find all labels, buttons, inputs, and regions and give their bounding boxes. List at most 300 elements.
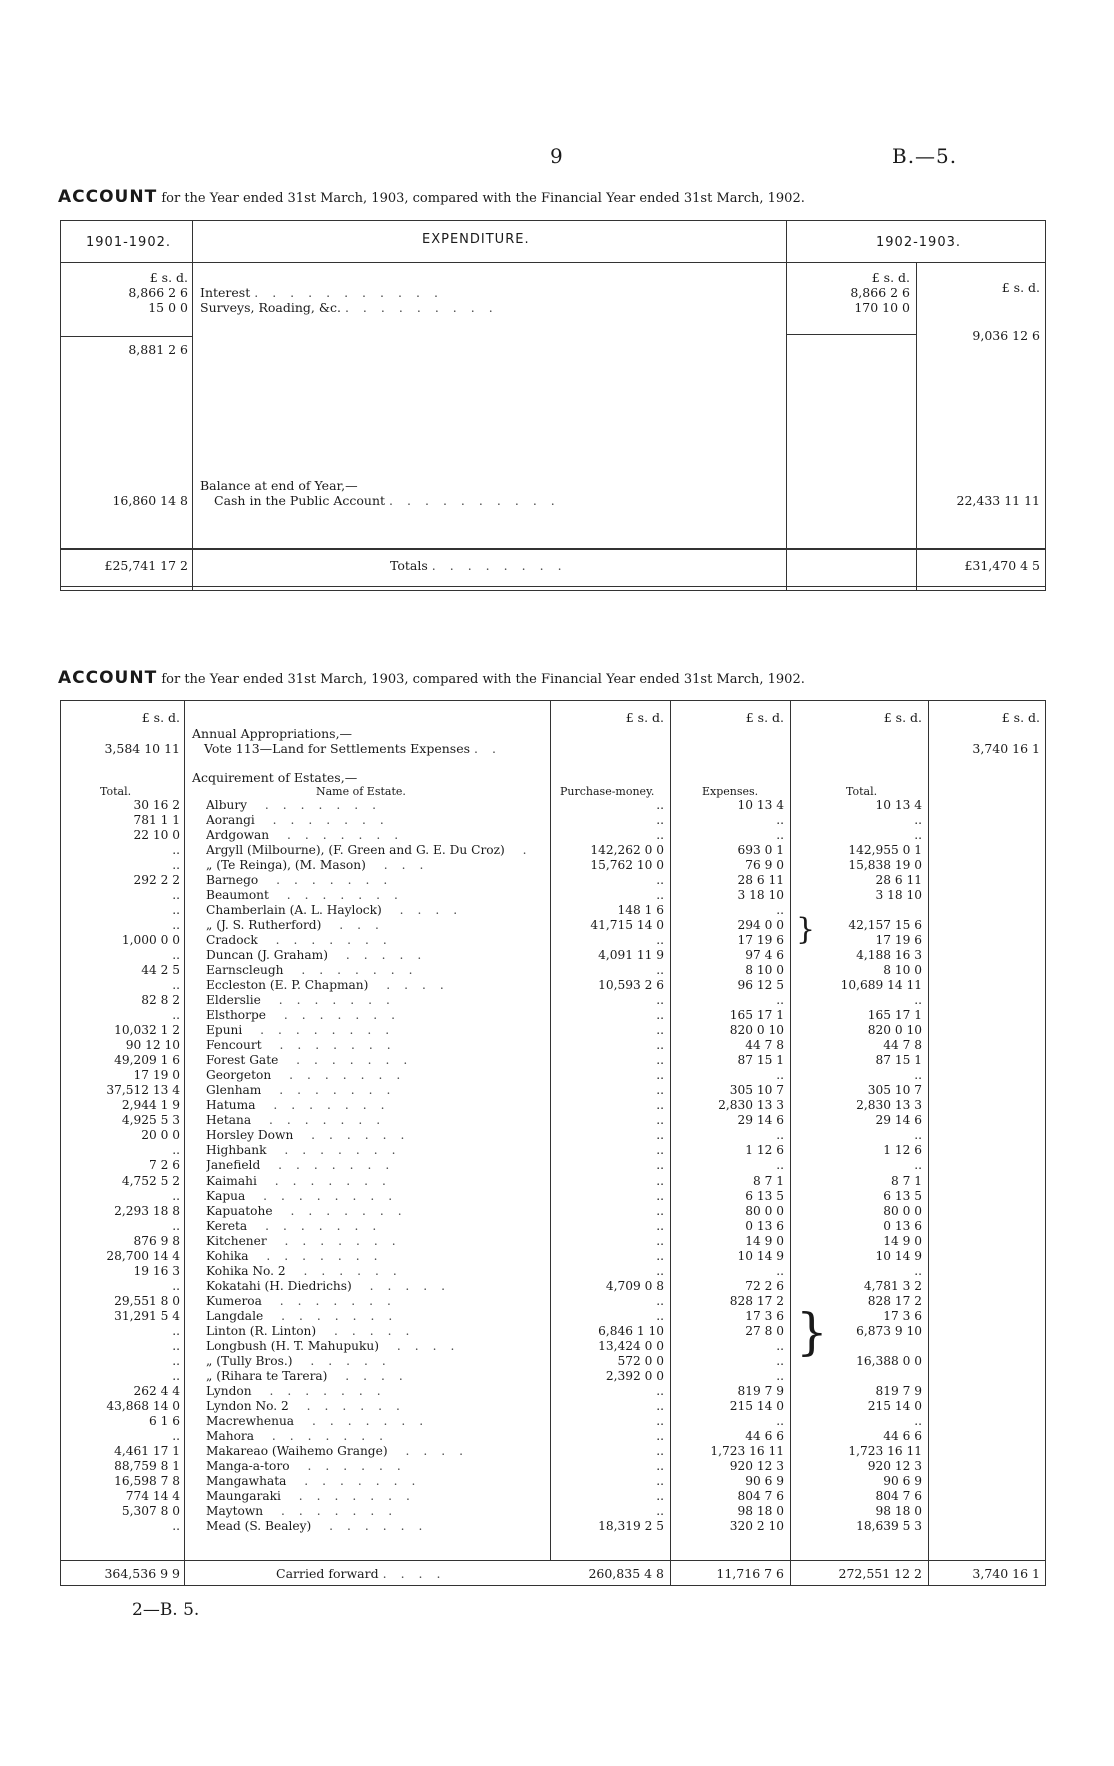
estate-expenses: 80 0 0 [745, 1203, 784, 1218]
estate-name [206, 1038, 546, 1053]
estate-name-text: Manga-a-toro [206, 1458, 290, 1473]
estate-name [206, 918, 546, 933]
estate-name-text: Forest Gate [206, 1053, 279, 1068]
estate-name [206, 1189, 546, 1204]
estate-name [206, 1309, 546, 1324]
carried-pm: 260,835 4 8 [588, 1566, 664, 1581]
estate-purchase-money: .. [656, 993, 664, 1008]
estate-name-text: Kokatahi (H. Diedrichs) [206, 1278, 352, 1293]
estate-prev-total: 876 9 8 [133, 1233, 180, 1248]
estate-name [206, 1444, 546, 1459]
estate-name-text: Hatuma [206, 1098, 256, 1113]
leader-dots: ....... [261, 1038, 405, 1053]
acquirement-label: Acquirement of Estates,— [192, 770, 358, 785]
estate-expenses: 0 13 6 [745, 1218, 784, 1233]
estate-expenses: 96 12 5 [737, 978, 784, 993]
estate-expenses: 693 0 1 [737, 843, 784, 858]
carried-prev: 364,536 9 9 [104, 1566, 180, 1581]
estate-expenses: 27 8 0 [745, 1323, 784, 1338]
estate-prev-total: 4,752 5 2 [121, 1173, 180, 1188]
estate-total: .. [914, 1263, 922, 1278]
estate-prev-total: 292 2 2 [133, 873, 180, 888]
estate-purchase-money: .. [656, 933, 664, 948]
estate-total: 820 0 10 [867, 1023, 922, 1038]
estate-expenses: 90 6 9 [745, 1473, 784, 1488]
leader-dots: ....... [261, 1083, 405, 1098]
estate-total: 8 10 0 [883, 963, 922, 978]
estate-name-text: Georgeton [206, 1068, 272, 1083]
estate-expenses: 828 17 2 [729, 1293, 784, 1308]
estate-name [206, 1083, 546, 1098]
estate-purchase-money: .. [656, 1308, 664, 1323]
estate-purchase-money: .. [656, 1158, 664, 1173]
estate-purchase-money: .. [656, 1098, 664, 1113]
estate-name-text: Kaimahi [206, 1173, 257, 1188]
interest-curr: 8,866 2 6 [850, 285, 910, 300]
leader-dots: ....... [254, 1428, 398, 1443]
page-number: 9 [550, 144, 563, 168]
estate-name [206, 1234, 546, 1249]
leader-dots: .... [368, 978, 458, 993]
interest-prev: 8,866 2 6 [128, 285, 188, 300]
estate-total: .. [914, 1128, 922, 1143]
estate-total: 4,188 16 3 [856, 948, 922, 963]
estate-prev-total: 29,551 8 0 [114, 1293, 180, 1308]
account1-title [58, 187, 805, 207]
estate-name [206, 1399, 546, 1414]
estate-prev-total: .. [172, 978, 180, 993]
estate-name-text: Linton (R. Linton) [206, 1323, 317, 1338]
leader-dots: .... [327, 1368, 417, 1383]
estate-purchase-money: .. [656, 1008, 664, 1023]
brace-chamberlain: } [796, 912, 816, 947]
balance-prev: 16,860 14 8 [112, 493, 188, 508]
estate-name [206, 813, 546, 828]
estate-prev-total: 22 10 0 [133, 828, 180, 843]
balance-sub: Cash in the Public Account .......... [214, 493, 569, 508]
leader-dots: ....... [280, 1488, 424, 1503]
estate-total: 1,723 16 11 [848, 1443, 922, 1458]
leader-dots: ....... [248, 1248, 392, 1263]
leader-dots: .... [387, 1443, 477, 1458]
estate-purchase-money: .. [656, 1203, 664, 1218]
estate-prev-total: .. [172, 1353, 180, 1368]
estate-name [206, 903, 546, 918]
estate-name-text: Maungaraki [206, 1488, 281, 1503]
estate-name [206, 1098, 546, 1113]
col-total-prev: Total. [100, 785, 132, 798]
estate-name-text: Kapuatohe [206, 1203, 273, 1218]
estate-total: 6,873 9 10 [856, 1323, 922, 1338]
estate-prev-total: 44 2 5 [141, 963, 180, 978]
estate-purchase-money: .. [656, 1263, 664, 1278]
lsd-exp: £ s. d. [745, 710, 784, 725]
estate-prev-total: 43,868 14 0 [106, 1398, 180, 1413]
estate-expenses: .. [776, 903, 784, 918]
estate-total: .. [914, 813, 922, 828]
estate-name-text: Mahora [206, 1428, 255, 1443]
estate-prev-total: .. [172, 1188, 180, 1203]
balance-curr: 22,433 11 11 [956, 493, 1040, 508]
leader-dots: ... [365, 858, 438, 873]
estate-total: 98 18 0 [875, 1503, 922, 1518]
estate-purchase-money: .. [656, 1503, 664, 1518]
estate-expenses: 29 14 6 [737, 1113, 784, 1128]
estate-purchase-money: 4,091 11 9 [598, 948, 664, 963]
leader-dots: ...... [293, 1128, 419, 1143]
estate-purchase-money: .. [656, 1398, 664, 1413]
surveys-curr: 170 10 0 [854, 300, 910, 315]
col-header-expenditure: EXPENDITURE. [422, 232, 530, 247]
estate-total: 305 10 7 [867, 1083, 922, 1098]
lsd-curr-2: £ s. d. [1001, 710, 1040, 725]
account1-table [60, 220, 1046, 590]
estate-total: 0 13 6 [883, 1218, 922, 1233]
estate-expenses: 819 7 9 [737, 1383, 784, 1398]
estate-name-text: Highbank [206, 1143, 267, 1158]
estate-total: 3 18 10 [875, 888, 922, 903]
estate-prev-total: 10,032 1 2 [114, 1023, 180, 1038]
leader-dots: ...... [311, 1518, 437, 1533]
carried-curr: 3,740 16 1 [972, 1566, 1040, 1581]
leader-dots: ....... [268, 888, 412, 903]
leader-dots: ....... [269, 828, 413, 843]
estate-name-text: Lyndon No. 2 [206, 1398, 289, 1413]
brace-longbush: } [796, 1303, 828, 1361]
estate-expenses: 44 7 8 [745, 1038, 784, 1053]
estate-expenses: 8 10 0 [745, 963, 784, 978]
estate-purchase-money: .. [656, 1113, 664, 1128]
estate-purchase-money: .. [656, 1233, 664, 1248]
estate-name-text: „ (Rihara te Tarera) [206, 1368, 328, 1383]
estate-purchase-money: .. [656, 1068, 664, 1083]
estate-expenses: 8 7 1 [752, 1173, 784, 1188]
estate-name-text: Albury [206, 798, 248, 812]
estate-name [206, 1204, 546, 1219]
carried-tot: 272,551 12 2 [838, 1566, 922, 1581]
estate-name [206, 1158, 546, 1173]
leader-dots: ...... [288, 1398, 414, 1413]
estate-name-text: Fencourt [206, 1038, 262, 1053]
estate-prev-total: 37,512 13 4 [106, 1083, 180, 1098]
estate-purchase-money: .. [656, 1473, 664, 1488]
leader-dots: ....... [266, 1233, 410, 1248]
col-header-1903: 1902-1903. [876, 235, 961, 250]
subtotal-prev: 8,881 2 6 [128, 342, 188, 357]
estate-name-text: Elderslie [206, 993, 261, 1008]
estate-name-text: Chamberlain (A. L. Haylock) [206, 903, 382, 918]
account2-table [60, 700, 1046, 1585]
estate-prev-total: 30 16 2 [133, 798, 180, 812]
estate-total: .. [914, 1068, 922, 1083]
estate-expenses: .. [776, 1353, 784, 1368]
estate-name-text: Horsley Down [206, 1128, 294, 1143]
estate-prev-total: .. [172, 1368, 180, 1383]
estate-purchase-money: .. [656, 873, 664, 888]
estate-name-text: Makareao (Waihemo Grange) [206, 1443, 388, 1458]
estate-prev-total: 17 19 0 [133, 1068, 180, 1083]
estate-total: 4,781 3 2 [863, 1278, 922, 1293]
estate-total: 42,157 15 6 [848, 918, 922, 933]
estate-prev-total: 774 14 4 [125, 1488, 180, 1503]
estate-prev-total: .. [172, 1143, 180, 1158]
estate-expenses: .. [776, 1128, 784, 1143]
estate-expenses: 804 7 6 [737, 1488, 784, 1503]
estate-name [206, 1264, 546, 1279]
estate-total: 15,838 19 0 [848, 858, 922, 873]
estate-expenses: 10 14 9 [737, 1248, 784, 1263]
estate-prev-total: .. [172, 858, 180, 873]
leader-dots: ..... [316, 1323, 424, 1338]
estate-purchase-money: .. [656, 1083, 664, 1098]
estate-name [206, 1504, 546, 1519]
estate-expenses: 76 9 0 [745, 858, 784, 873]
estate-purchase-money: 572 0 0 [617, 1353, 664, 1368]
estate-total [794, 1369, 922, 1384]
sheet-signature: 2—B. 5. [132, 1600, 200, 1620]
estate-name [206, 1219, 546, 1234]
estate-name-text: Kohika No. 2 [206, 1263, 286, 1278]
estate-name-text: Beaumont [206, 888, 269, 903]
estate-name [206, 858, 546, 873]
estate-purchase-money: .. [656, 1128, 664, 1143]
estate-total: 16,388 0 0 [856, 1353, 922, 1368]
estate-name-text: Kereta [206, 1218, 248, 1233]
estate-prev-total: 28,700 14 4 [106, 1248, 180, 1263]
estate-prev-total: 49,209 1 6 [114, 1053, 180, 1068]
leader-dots: ....... [257, 933, 401, 948]
estate-name-text: „ (J. S. Rutherford) [206, 918, 322, 933]
estate-expenses: 98 18 0 [737, 1503, 784, 1518]
estate-purchase-money: 41,715 14 0 [590, 918, 664, 933]
totals-curr: £31,470 4 5 [964, 558, 1040, 573]
estate-name-text: Mead (S. Bealey) [206, 1518, 312, 1533]
estate-expenses: .. [776, 828, 784, 843]
estate-total: 44 7 8 [883, 1038, 922, 1053]
estate-prev-total: .. [172, 1428, 180, 1443]
estate-prev-total: 16,598 7 8 [114, 1473, 180, 1488]
estate-prev-total: 5,307 8 0 [121, 1503, 180, 1518]
estate-name [206, 1249, 546, 1264]
estate-name [206, 1459, 546, 1474]
lsd-curr: £ s. d. [1001, 280, 1040, 295]
estate-total: 18,639 5 3 [856, 1518, 922, 1533]
estate-total: 142,955 0 1 [848, 843, 922, 858]
account1-title-rest: for the Year ended 31st March, 1903, compared with the Financial Year ended 31st March, 1902. [161, 191, 805, 206]
carried-exp: 11,716 7 6 [716, 1566, 784, 1581]
estate-purchase-money: 148 1 6 [617, 903, 664, 918]
col-name-estate: Name of Estate. [316, 785, 406, 798]
estate-expenses: 14 9 0 [745, 1233, 784, 1248]
lsd-mid: £ s. d. [871, 270, 910, 285]
estate-prev-total: .. [172, 918, 180, 933]
leader-dots: ....... [255, 1098, 399, 1113]
lsd-prev: £ s. d. [149, 270, 188, 285]
estate-expenses: 165 17 1 [729, 1008, 784, 1023]
estate-name [206, 948, 546, 963]
estate-name [206, 828, 546, 843]
leader-dots: ..... [327, 948, 436, 963]
leader-dots: ....... [251, 1383, 395, 1398]
estate-purchase-money: .. [656, 813, 664, 828]
estate-total: 920 12 3 [867, 1458, 922, 1473]
estate-total: 10 14 9 [875, 1248, 922, 1263]
estate-prev-total: 2,293 18 8 [114, 1203, 180, 1218]
estate-name [206, 1474, 546, 1489]
surveys-prev: 15 0 0 [148, 300, 188, 315]
col-expenses: Expenses. [702, 785, 759, 798]
account2-title [58, 668, 805, 688]
estate-prev-total: 2,944 1 9 [121, 1098, 180, 1113]
estate-prev-total: 31,291 5 4 [114, 1308, 180, 1323]
document-reference: B.—5. [892, 144, 958, 168]
estate-name [206, 1414, 546, 1429]
estate-purchase-money: .. [656, 1218, 664, 1233]
estate-name-text: Kohika [206, 1248, 249, 1263]
estate-name-text: Barnego [206, 873, 259, 888]
estate-purchase-money: 6,846 1 10 [598, 1323, 664, 1338]
leader-dots: ....... [278, 1053, 422, 1068]
estate-prev-total: 20 0 0 [141, 1128, 180, 1143]
estate-total: 10,689 14 11 [840, 978, 922, 993]
estate-name [206, 843, 546, 858]
estate-name-text: Ardgowan [206, 828, 270, 843]
estate-name-text: Eccleston (E. P. Chapman) [206, 978, 369, 993]
estate-prev-total: .. [172, 948, 180, 963]
estate-name [206, 1384, 546, 1399]
leader-dots: ....... [260, 993, 404, 1008]
estate-purchase-money: .. [656, 1038, 664, 1053]
lsd-pm: £ s. d. [625, 710, 664, 725]
estate-expenses: 2,830 13 3 [718, 1098, 784, 1113]
estate-purchase-money: .. [656, 1413, 664, 1428]
leader-dots: ........ [242, 1023, 404, 1038]
estate-name-text: Kumeroa [206, 1293, 262, 1308]
leader-dots: ....... [247, 798, 391, 812]
leader-dots: ....... [283, 963, 427, 978]
estate-name-text: Longbush (H. T. Mahupuku) [206, 1338, 380, 1353]
estate-expenses: 17 19 6 [737, 933, 784, 948]
estate-expenses: 6 13 5 [745, 1188, 784, 1203]
estate-purchase-money: 15,762 10 0 [590, 858, 664, 873]
estate-total: 828 17 2 [867, 1293, 922, 1308]
estate-total: 2,830 13 3 [856, 1098, 922, 1113]
estate-expenses: 920 12 3 [729, 1458, 784, 1473]
estate-prev-total: 781 1 1 [133, 813, 180, 828]
leader-dots: ...... [285, 1263, 411, 1278]
subtotal-curr: 9,036 12 6 [972, 328, 1040, 343]
estate-prev-total: 4,461 17 1 [114, 1443, 180, 1458]
estate-prev-total: .. [172, 888, 180, 903]
estate-prev-total: 262 4 4 [133, 1383, 180, 1398]
estate-name [206, 798, 546, 813]
estate-name [206, 933, 546, 948]
estate-name-text: Elsthorpe [206, 1008, 266, 1023]
estate-name [206, 1339, 546, 1354]
leader-dots: ........ [245, 1188, 407, 1203]
estate-total: 165 17 1 [867, 1008, 922, 1023]
estate-expenses: .. [776, 1263, 784, 1278]
estate-name [206, 1294, 546, 1309]
estate-prev-total: .. [172, 843, 180, 858]
leader-dots: .... [379, 1338, 469, 1353]
estate-name [206, 1128, 546, 1143]
estate-prev-total: .. [172, 1323, 180, 1338]
estate-name [206, 993, 546, 1008]
estate-total: 1 12 6 [883, 1143, 922, 1158]
leader-dots: ....... [286, 1473, 430, 1488]
estate-name [206, 1489, 546, 1504]
estate-purchase-money: 2,392 0 0 [605, 1368, 664, 1383]
estate-total: 6 13 5 [883, 1188, 922, 1203]
estate-total: 44 6 6 [883, 1428, 922, 1443]
estate-prev-total: .. [172, 1518, 180, 1533]
estate-purchase-money: .. [656, 1188, 664, 1203]
estate-total: 8 7 1 [890, 1173, 922, 1188]
estate-expenses: 44 6 6 [745, 1428, 784, 1443]
account2-title-bold: ACCOUNT [58, 668, 158, 688]
estate-prev-total: 1,000 0 0 [121, 933, 180, 948]
estate-name [206, 1068, 546, 1083]
estate-name [206, 978, 546, 993]
estate-total: 215 14 0 [867, 1398, 922, 1413]
estate-expenses: .. [776, 1068, 784, 1083]
estate-name-text: Kitchener [206, 1233, 267, 1248]
estate-total: .. [914, 1158, 922, 1173]
estate-expenses: .. [776, 1158, 784, 1173]
estate-name-text: Cradock [206, 933, 258, 948]
estate-purchase-money: .. [656, 1488, 664, 1503]
estate-purchase-money: .. [656, 1053, 664, 1068]
totals-prev: £25,741 17 2 [104, 558, 188, 573]
estate-expenses: .. [776, 1413, 784, 1428]
estate-purchase-money: .. [656, 1173, 664, 1188]
estate-expenses: 320 2 10 [729, 1518, 784, 1533]
leader-dots: ....... [260, 1158, 404, 1173]
estate-purchase-money: 13,424 0 0 [598, 1338, 664, 1353]
estate-total: 29 14 6 [875, 1113, 922, 1128]
estate-purchase-money: 4,709 0 8 [605, 1278, 664, 1293]
estate-purchase-money: .. [656, 963, 664, 978]
estate-total: 28 6 11 [875, 873, 922, 888]
estate-prev-total: .. [172, 1218, 180, 1233]
estate-total: .. [914, 993, 922, 1008]
estate-total: .. [914, 1413, 922, 1428]
leader-dots: ..... [351, 1278, 460, 1293]
leader-dots: ....... [261, 1293, 405, 1308]
estate-name [206, 1113, 546, 1128]
estate-total: 14 9 0 [883, 1233, 922, 1248]
estate-purchase-money: .. [656, 798, 664, 812]
estate-expenses: 97 4 6 [745, 948, 784, 963]
estate-prev-total: 88,759 8 1 [114, 1458, 180, 1473]
leader-dots: ....... [294, 1413, 438, 1428]
estate-name-text: Mangawhata [206, 1473, 287, 1488]
estate-expenses: 1 12 6 [745, 1143, 784, 1158]
estate-name [206, 1279, 546, 1294]
leader-dots: .... [381, 903, 472, 918]
col-purchase: Purchase-money. [560, 785, 655, 798]
estate-expenses: 294 0 0 [737, 918, 784, 933]
estate-name-text: Epuni [206, 1023, 243, 1038]
estate-purchase-money: .. [656, 1293, 664, 1308]
estate-prev-total: 6 1 6 [148, 1413, 180, 1428]
estate-expenses: 87 15 1 [737, 1053, 784, 1068]
estate-prev-total: 7 2 6 [148, 1158, 180, 1173]
surveys-label: Surveys, Roading, &c. ......... [200, 300, 507, 315]
estate-name-text: Argyll (Milbourne), (F. Green and G. E. Du Croz) [206, 843, 505, 858]
leader-dots: ....... [256, 1173, 400, 1188]
